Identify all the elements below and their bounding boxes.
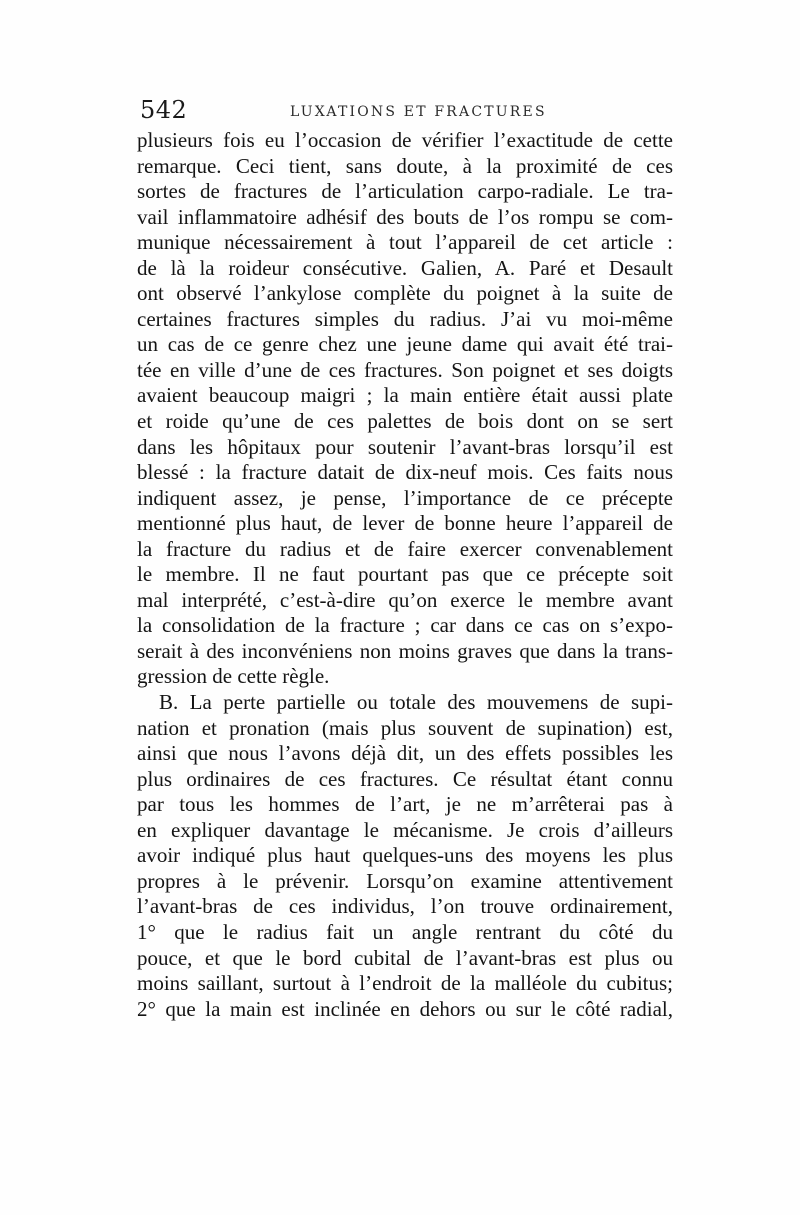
text-line: ainsi que nous l’avons déjà dit, un des effets possibles les [137,741,673,766]
text-line: et roide qu’une de ces palettes de bois dont on se sert [137,409,673,434]
text-line: nation et pronation (mais plus souvent de supination) est, [137,715,673,740]
text-line: la consolidation de la fracture ; car dans ce cas on s’expo- [137,613,673,638]
text-line: indiquent assez, je pense, l’importance de ce précepte [137,485,673,510]
text-line: remarque. Ceci tient, sans doute, à la proximité de ces [137,153,673,178]
text-line: par tous les hommes de l’art, je ne m’arrêterai pas à [137,792,673,817]
text-line: blessé : la fracture datait de dix-neuf mois. Ces faits nous [137,460,673,485]
text-line: ont observé l’ankylose complète du poignet à la suite de [137,281,673,306]
page-number: 542 [140,96,188,124]
text-line: de là la roideur consécutive. Galien, A. Paré et Desault [137,255,673,280]
text-line: dans les hôpitaux pour soutenir l’avant-bras lorsqu’il est [137,434,673,459]
paragraph-end-line: gression de cette règle. [137,664,330,689]
text-line: mal interprété, c’est-à-dire qu’on exerce le membre avant [137,587,673,612]
text-line: plusieurs fois eu l’occasion de vérifier l’exactitude de cette [137,128,673,152]
text-line: moins saillant, surtout à l’endroit de la malléole du cubitus; [137,971,673,996]
text-line: tée en ville d’une de ces fractures. Son poignet et ses doigts [137,357,673,382]
text-line: 1° que le radius fait un angle rentrant du côté du [137,919,673,944]
text-line: sortes de fractures de l’articulation carpo-radiale. Le tra- [137,179,673,204]
text-line: propres à le prévenir. Lorsqu’on examine attentivement [137,868,673,893]
text-line: l’avant-bras de ces individus, l’on trouve ordinairement, [137,894,673,919]
running-title: LUXATIONS ET FRACTURES [290,104,547,120]
text-line: pouce, et que le bord cubital de l’avant-bras est plus ou [137,945,673,970]
text-line: 2° que la main est inclinée en dehors ou sur le côté radial, [137,996,673,1021]
text-line: avaient beaucoup maigri ; la main entière était aussi plate [137,383,673,408]
text-line: la fracture du radius et de faire exercer convenablement [137,536,673,561]
paragraph-start-line: B. La perte partielle ou totale des mouvemens de supi- [159,690,673,715]
page-header [140,96,680,126]
text-line: serait à des inconvéniens non moins graves que dans la trans- [137,638,673,663]
text-line: certaines fractures simples du radius. J’ai vu moi-même [137,306,673,331]
text-line: plus ordinaires de ces fractures. Ce résultat étant connu [137,766,673,791]
text-line: un cas de ce genre chez une jeune dame qui avait été trai- [137,332,673,357]
body-text [137,128,673,1022]
text-line: en expliquer davantage le mécanisme. Je crois d’ailleurs [137,817,673,842]
text-line: vail inflammatoire adhésif des bouts de l’os rompu se com- [137,204,673,229]
text-line: munique nécessairement à tout l’appareil de cet article : [137,230,673,255]
text-line: avoir indiqué plus haut quelques-uns des moyens les plus [137,843,673,868]
text-line: le membre. Il ne faut pourtant pas que ce précepte soit [137,562,673,587]
text-line: mentionné plus haut, de lever de bonne heure l’appareil de [137,511,673,536]
